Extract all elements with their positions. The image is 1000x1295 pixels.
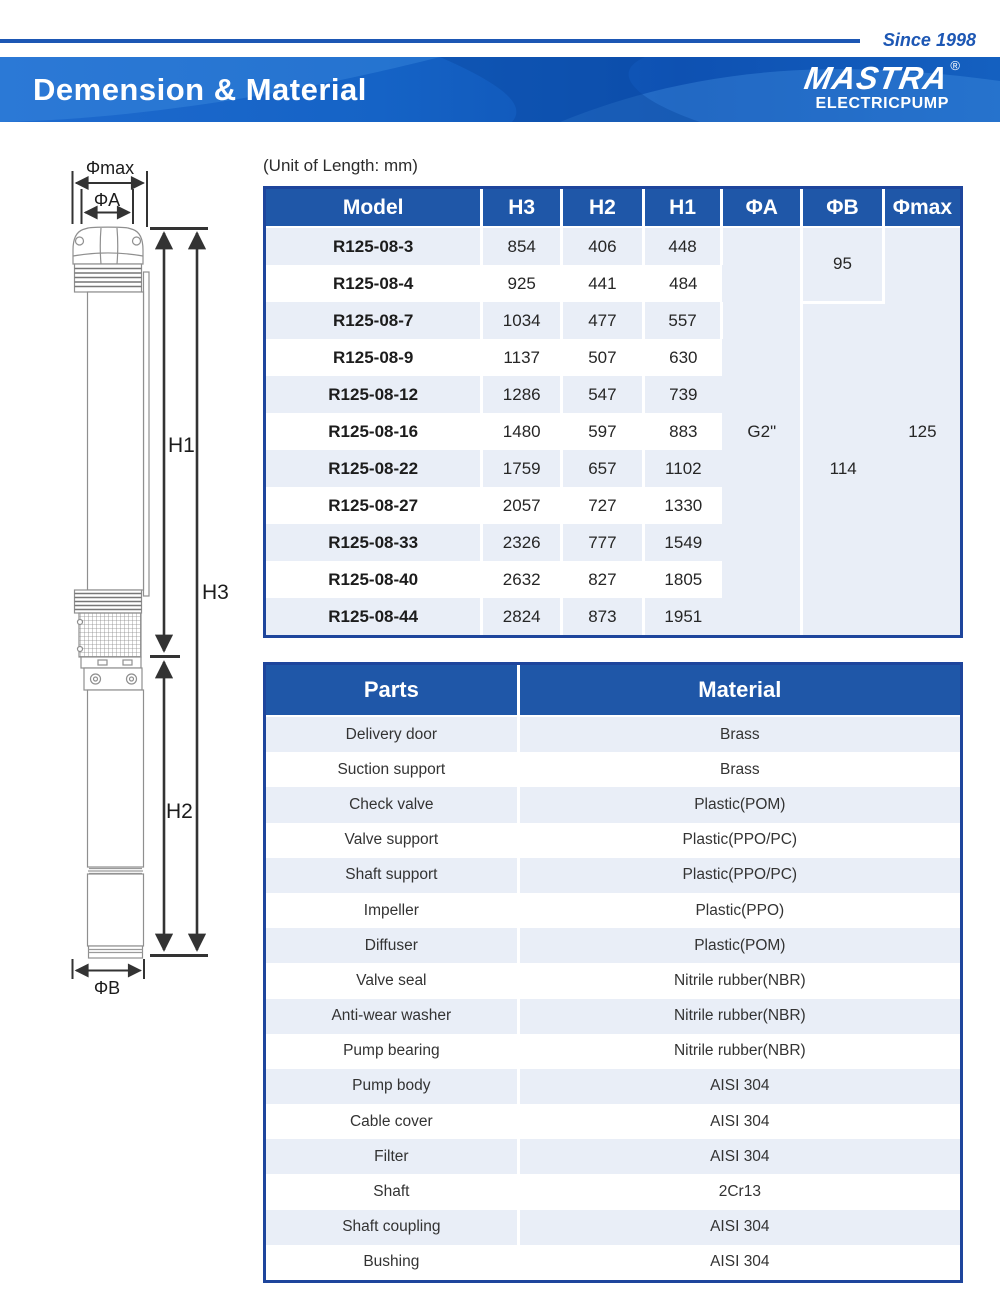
- h3-value-cell: 1759: [482, 450, 562, 487]
- phi-b-bottom-merged-cell: 114: [802, 302, 884, 635]
- part-name-cell: Cable cover: [266, 1104, 518, 1139]
- parts-table-row: [266, 1139, 960, 1174]
- h2-value-cell: 873: [562, 598, 644, 635]
- part-name-cell: Delivery door: [266, 716, 518, 752]
- h2-value-cell: 547: [562, 376, 644, 413]
- material-cell: Plastic(POM): [518, 928, 960, 963]
- brand-logo-subtitle: ELECTRICPUMP: [815, 95, 949, 112]
- h2-value-cell: 477: [562, 302, 644, 339]
- h1-label: H1: [168, 434, 195, 457]
- parts-table-row: [266, 716, 960, 752]
- h3-value-cell: 854: [482, 227, 562, 265]
- h2-value-cell: 597: [562, 413, 644, 450]
- h1-value-cell: 1549: [643, 524, 722, 561]
- parts-table-row: [266, 752, 960, 787]
- part-name-cell: Valve support: [266, 823, 518, 858]
- model-cell: R125-08-16: [266, 413, 482, 450]
- part-name-cell: Check valve: [266, 787, 518, 822]
- material-cell: Plastic(PPO/PC): [518, 858, 960, 893]
- parts-table-row: [266, 858, 960, 893]
- material-cell: AISI 304: [518, 1139, 960, 1174]
- h1-value-cell: 1330: [664, 495, 703, 515]
- model-cell: R125-08-33: [266, 524, 482, 561]
- parts-table-row: [266, 1210, 960, 1245]
- model-cell: R125-08-12: [266, 376, 482, 413]
- model-cell: R125-08-7: [266, 302, 482, 339]
- h3-value-cell: 2824: [482, 598, 562, 635]
- material-cell: AISI 304: [518, 1069, 960, 1104]
- h3-value-cell: 1034: [482, 302, 562, 339]
- part-name-cell: Anti-wear washer: [266, 999, 518, 1034]
- parts-table-row: [266, 787, 960, 822]
- pump-technical-drawing: [0, 140, 260, 1020]
- page-title: Demension & Material: [33, 71, 367, 107]
- page-header-banner: [0, 57, 1000, 122]
- part-name-cell: Pump body: [266, 1069, 518, 1104]
- column-header: H3: [482, 189, 562, 227]
- material-cell: 2Cr13: [718, 1183, 761, 1201]
- parts-table-row: [266, 1104, 960, 1139]
- phi-max-merged-cell: 125: [883, 227, 960, 635]
- parts-table-row: [266, 1245, 960, 1280]
- h3-value-cell: 1137: [482, 339, 562, 376]
- pump-body-outline: [73, 227, 149, 958]
- column-header: Material: [518, 665, 960, 716]
- h2-value-cell: 777: [562, 524, 644, 561]
- model-cell: R125-08-4: [266, 265, 482, 302]
- column-header: Model: [266, 189, 482, 227]
- parts-material-table: [263, 662, 963, 1283]
- since-badge: Since 1998: [882, 30, 976, 50]
- h1-value-cell: 1805: [664, 569, 703, 589]
- parts-table-header-row: [266, 665, 960, 716]
- model-cell: R125-08-44: [266, 598, 482, 635]
- model-cell: R125-08-3: [266, 227, 482, 265]
- h1-value-cell: 1951: [643, 598, 722, 635]
- material-cell: AISI 304: [518, 1210, 960, 1245]
- phi-b-top-merged-cell: 95: [802, 227, 884, 302]
- column-header: H2: [562, 189, 644, 227]
- h2-value-cell: 827: [562, 561, 644, 598]
- parts-table-row: [266, 823, 960, 858]
- dimension-table-row: [266, 227, 960, 265]
- h3-value-cell: 2632: [482, 561, 562, 598]
- h1-value-cell: 1102: [643, 450, 722, 487]
- top-divider-rule: [0, 39, 860, 43]
- h1-value-cell: 484: [669, 273, 698, 293]
- h2-value-cell: 657: [562, 450, 644, 487]
- h1-value-cell: 630: [669, 347, 698, 367]
- model-cell: R125-08-27: [266, 487, 482, 524]
- dimension-table-row: [266, 302, 960, 339]
- h3-value-cell: 2326: [482, 524, 562, 561]
- h3-value-cell: 2057: [482, 487, 562, 524]
- parts-table-row: [266, 1069, 960, 1104]
- h3-label: H3: [202, 581, 229, 604]
- h2-value-cell: 441: [562, 265, 644, 302]
- material-cell: Plastic(PPO/PC): [682, 831, 798, 849]
- material-cell: Brass: [518, 716, 960, 752]
- material-cell: Nitrile rubber(NBR): [673, 971, 806, 989]
- parts-table-row: [266, 963, 960, 998]
- model-cell: R125-08-9: [266, 339, 482, 376]
- part-name-cell: Diffuser: [266, 928, 518, 963]
- brand-logo-name: MASTRA: [801, 60, 951, 96]
- model-cell: R125-08-40: [266, 561, 482, 598]
- material-cell: Nitrile rubber(NBR): [518, 999, 960, 1034]
- registered-trademark-icon: ®: [950, 58, 960, 73]
- phi-max-label: Φmax: [85, 158, 135, 178]
- part-name-cell: Bushing: [266, 1245, 518, 1280]
- h1-value-cell: 448: [643, 227, 722, 265]
- part-name-cell: Valve seal: [266, 963, 518, 998]
- h3-value-cell: 1480: [482, 413, 562, 450]
- part-name-cell: Filter: [266, 1139, 518, 1174]
- phi-a-label: ΦA: [93, 190, 121, 210]
- phi-b-label: ΦB: [93, 978, 121, 998]
- part-name-cell: Shaft coupling: [266, 1210, 518, 1245]
- h1-value-cell: 883: [669, 421, 698, 441]
- column-header: Parts: [266, 665, 518, 716]
- part-name-cell: Shaft support: [266, 858, 518, 893]
- parts-table-row: [266, 1034, 960, 1069]
- h1-value-cell: 739: [643, 376, 722, 413]
- material-cell: Plastic(POM): [518, 787, 960, 822]
- parts-table-row: [266, 999, 960, 1034]
- h2-value-cell: 507: [562, 339, 644, 376]
- column-header: ΦA: [722, 189, 802, 227]
- material-cell: Nitrile rubber(NBR): [673, 1042, 806, 1060]
- part-name-cell: Suction support: [266, 752, 518, 787]
- column-header: H1: [643, 189, 722, 227]
- column-header: ΦB: [802, 189, 884, 227]
- column-header: Φmax: [883, 189, 960, 227]
- material-cell: AISI 304: [710, 1253, 770, 1271]
- material-cell: AISI 304: [710, 1112, 770, 1130]
- h2-label: H2: [166, 800, 193, 823]
- h3-value-cell: 925: [482, 265, 562, 302]
- phi-a-merged-cell: G2": [722, 227, 802, 635]
- material-cell: Brass: [720, 760, 760, 778]
- part-name-cell: Pump bearing: [266, 1034, 518, 1069]
- h2-value-cell: 727: [562, 487, 644, 524]
- dimension-table-header-row: [266, 189, 960, 227]
- parts-table-row: [266, 928, 960, 963]
- h2-value-cell: 406: [562, 227, 644, 265]
- unit-of-length-note: (Unit of Length: mm): [263, 156, 418, 175]
- h1-value-cell: 557: [643, 302, 722, 339]
- dimension-table: [263, 186, 963, 638]
- part-name-cell: Impeller: [266, 893, 518, 928]
- model-cell: R125-08-22: [266, 450, 482, 487]
- parts-table-row: [266, 1174, 960, 1209]
- material-cell: Plastic(PPO): [695, 901, 785, 919]
- brand-logo: [801, 58, 960, 112]
- parts-table-row: [266, 893, 960, 928]
- h3-value-cell: 1286: [482, 376, 562, 413]
- part-name-cell: Shaft: [266, 1174, 518, 1209]
